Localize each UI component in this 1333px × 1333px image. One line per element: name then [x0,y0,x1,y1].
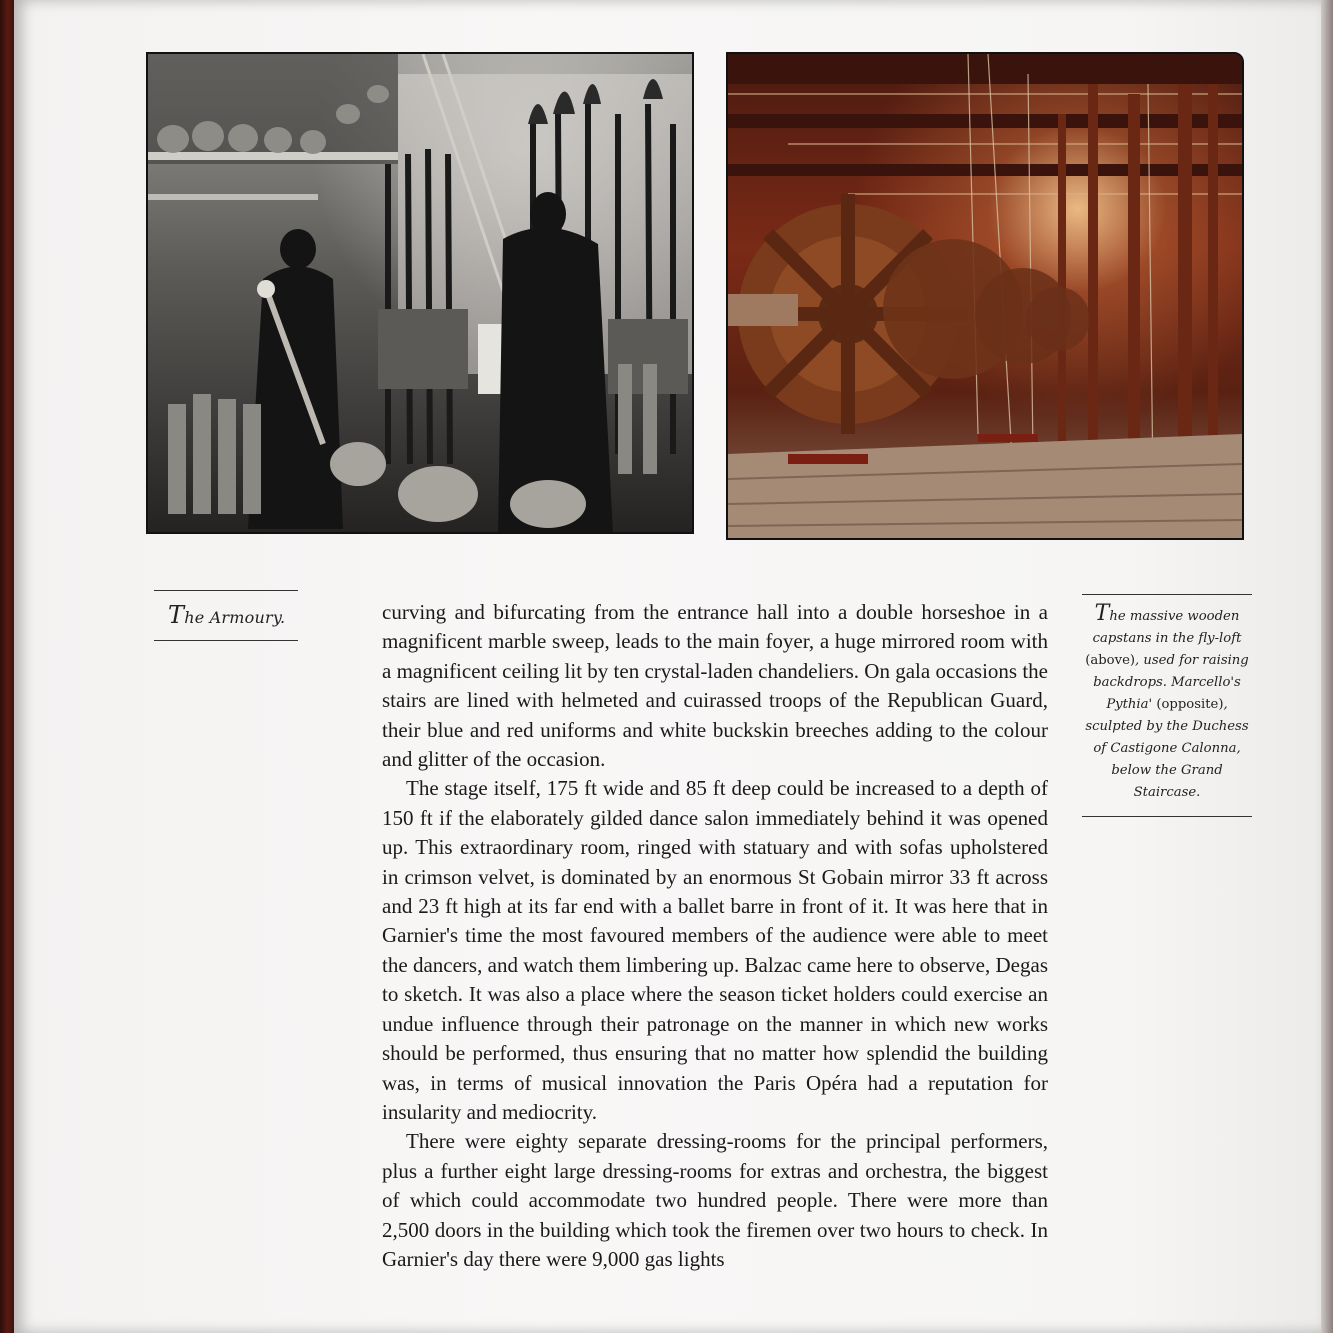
fly-loft-illustration [728,54,1242,538]
page-edge [1321,0,1333,1333]
book-spine-edge [0,0,14,1333]
caption-part-1: he massive wooden capstans in the fly-loft [1092,609,1242,646]
body-paragraph-2: The stage itself, 175 ft wide and 85 ft deep could be increased to a depth of 150 ft if the elaborately gilded dance salon immediately behind it was opened up. This extraordinary room, ringed with statuary and with sofas upholstered in crimson velvet, is dominated by an enormous St Gobain mirror 33 ft across and 23 ft high at its far end with a ballet barre in front of it. It was here that in Garnier's time the most favoured members of the audience were able to meet the dancers, and watch them limbering up. Balzac came here to observe, Degas to sketch. It was also a place where the season ticket holders could exercise an undue influence through their patronage on the manner in which new works should be performed, thus ensuring that no matter how splendid the building was, in terms of musical innovation the Paris Opéra had a reputation for insularity and mediocrity. [382,776,1048,1124]
armoury-photo [146,52,694,534]
caption-dropcap: T [1094,601,1110,626]
body-paragraph-1: curving and bifurcating from the entrance hall into a double horseshoe in a magnificent marble sweep, leads to the main foyer, a huge mirrored room with a magnificent ceiling lit by ten crystal-laden chandeliers. On gala occasions the stairs are lined with helmeted and cuirassed troops of the Republican Guard, their blue and red uniforms and white buckskin breeches adding to the colour and glitter of the occasion. [382,600,1048,772]
caption-opposite: ' (opposite) [1148,697,1224,712]
armoury-illustration [148,54,692,532]
caption-part-2: , used for raising backdrops. Marcello's [1093,653,1249,690]
caption-dropcap: T [168,601,185,629]
fly-loft-photo [726,52,1244,540]
body-paragraph-3: There were eighty separate dressing-rooms for the principal performers, plus a further eight large dressing-rooms for extras and orchestra, the biggest of which could accommodate two hundred people. There were more than 2,500 doors in the building which took the firemen over two hours to check. In Garnier's day there were 9,000 gas lights [382,1129,1048,1271]
book-page [14,0,1321,1333]
caption-part-3: , sculpted by the Duchess of Castigone Calonna, below the Grand Staircase. [1085,697,1249,800]
caption-above: (above) [1085,653,1136,668]
armoury-caption [154,590,298,641]
main-body-text [382,598,1048,1274]
fly-loft-caption [1082,594,1252,817]
caption-text: he Armoury. [184,608,286,627]
caption-pythia: Pythia [1106,697,1149,712]
